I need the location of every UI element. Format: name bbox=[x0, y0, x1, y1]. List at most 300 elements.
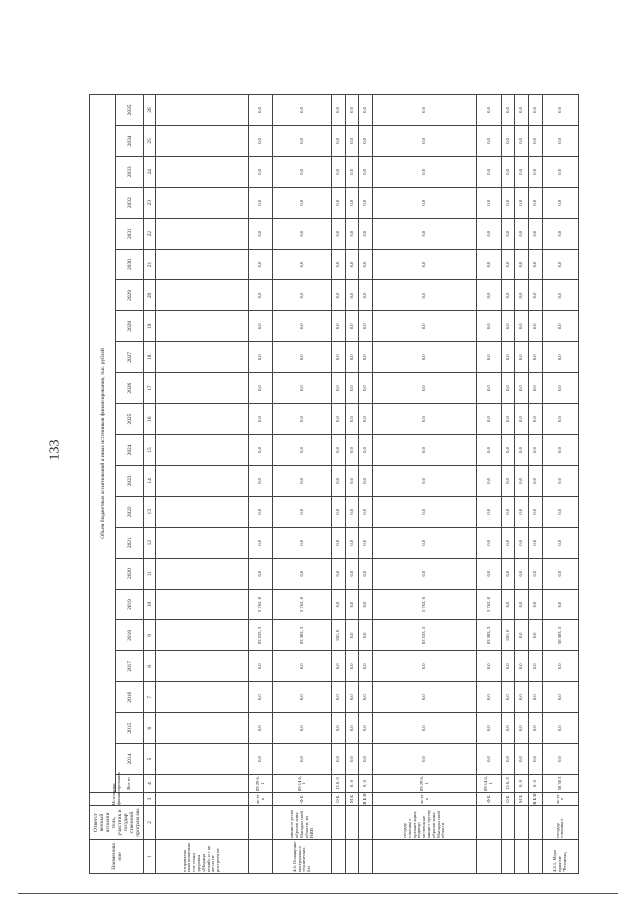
row-value-2018: 0,0 bbox=[515, 620, 529, 651]
row-total: 89 14 6, 1 bbox=[273, 775, 332, 793]
row-value-2030: 0,0 bbox=[273, 249, 332, 280]
row-value-2031 bbox=[156, 218, 249, 249]
row-value-2019: 5 762, 8 bbox=[476, 589, 501, 620]
row-name: 4.6.1. Меро приятие "Реализац bbox=[542, 840, 578, 874]
row-name: 4.6. Оснащение материальн о технических баз bbox=[273, 840, 332, 874]
row-value-2015: 0,0 bbox=[501, 713, 515, 744]
row-value-2019: 5 762, 8 bbox=[248, 589, 273, 620]
row-total bbox=[156, 775, 249, 793]
row-value-2028: 0,0 bbox=[476, 311, 501, 342]
row-value-2023: 0,0 bbox=[373, 465, 477, 496]
row-responsible bbox=[476, 806, 501, 840]
row-source: О Б bbox=[332, 793, 346, 806]
row-value-2022: 0,0 bbox=[515, 496, 529, 527]
row-value-2030: 0,0 bbox=[542, 249, 578, 280]
row-responsible: государ ственны е bbox=[542, 806, 578, 840]
row-value-2035: 0,0 bbox=[248, 95, 273, 126]
row-value-2034: 0,0 bbox=[515, 125, 529, 156]
header-year-2031: 2031 bbox=[116, 218, 144, 249]
row-value-2032: 0,0 bbox=[332, 187, 346, 218]
row-value-2024: 0,0 bbox=[515, 435, 529, 466]
header-source: Источники финансирования bbox=[90, 793, 144, 806]
row-value-2017: 0,0 bbox=[359, 651, 373, 682]
table-row bbox=[156, 95, 249, 874]
row-value-2028: 0,0 bbox=[359, 311, 373, 342]
row-responsible bbox=[501, 806, 515, 840]
row-value-2024: 0,0 bbox=[345, 435, 359, 466]
row-value-2019: 0,0 bbox=[345, 589, 359, 620]
row-value-2032: 0,0 bbox=[273, 187, 332, 218]
header-year-2029: 2029 bbox=[116, 280, 144, 311]
col-number-3: 3 bbox=[144, 793, 156, 806]
row-value-2033: 0,0 bbox=[248, 156, 273, 187]
row-value-2025: 0,0 bbox=[515, 404, 529, 435]
col-number-6: 6 bbox=[144, 713, 156, 744]
row-value-2023: 0,0 bbox=[345, 465, 359, 496]
col-number-26: 26 bbox=[144, 95, 156, 126]
row-value-2023: 0,0 bbox=[248, 465, 273, 496]
row-value-2029: 0,0 bbox=[501, 280, 515, 311]
row-value-2033: 0,0 bbox=[359, 156, 373, 187]
row-value-2030: 0,0 bbox=[345, 249, 359, 280]
row-value-2015 bbox=[156, 713, 249, 744]
header-year-2025: 2025 bbox=[116, 404, 144, 435]
row-value-2022: 0,0 bbox=[373, 496, 477, 527]
row-value-2026: 0,0 bbox=[359, 373, 373, 404]
row-value-2030: 0,0 bbox=[476, 249, 501, 280]
row-value-2026: 0,0 bbox=[345, 373, 359, 404]
row-value-2034 bbox=[156, 125, 249, 156]
row-value-2018 bbox=[156, 620, 249, 651]
col-number-4: 4 bbox=[144, 775, 156, 793]
row-value-2032: 0,0 bbox=[359, 187, 373, 218]
table-row bbox=[529, 95, 543, 874]
row-value-2025: 0,0 bbox=[501, 404, 515, 435]
row-value-2032 bbox=[156, 187, 249, 218]
col-number-7: 7 bbox=[144, 682, 156, 713]
row-value-2027: 0,0 bbox=[359, 342, 373, 373]
row-value-2031: 0,0 bbox=[373, 218, 477, 249]
row-value-2019: 0,0 bbox=[529, 589, 543, 620]
row-value-2033: 0,0 bbox=[373, 156, 477, 187]
row-source: В Б И bbox=[359, 793, 373, 806]
row-value-2026: 0,0 bbox=[515, 373, 529, 404]
row-value-2028: 0,0 bbox=[529, 311, 543, 342]
row-value-2026: 0,0 bbox=[501, 373, 515, 404]
col-number-13: 13 bbox=[144, 496, 156, 527]
col-number-19: 19 bbox=[144, 311, 156, 342]
row-value-2031: 0,0 bbox=[542, 218, 578, 249]
row-value-2029 bbox=[156, 280, 249, 311]
row-value-2023: 0,0 bbox=[515, 465, 529, 496]
row-value-2017: 0,0 bbox=[542, 651, 578, 682]
row-value-2030: 0,0 bbox=[332, 249, 346, 280]
row-source: вс ег о bbox=[542, 793, 578, 806]
row-value-2021: 0,0 bbox=[332, 527, 346, 558]
row-source: М Б bbox=[515, 793, 529, 806]
table-row bbox=[373, 95, 477, 874]
col-number-21: 21 bbox=[144, 249, 156, 280]
row-value-2025: 0,0 bbox=[373, 404, 477, 435]
row-responsible bbox=[332, 806, 346, 840]
row-responsible bbox=[359, 806, 373, 840]
row-responsible bbox=[345, 806, 359, 840]
header-year-2032: 2032 bbox=[116, 187, 144, 218]
header-year-2028: 2028 bbox=[116, 311, 144, 342]
row-value-2024: 0,0 bbox=[273, 435, 332, 466]
row-value-2016: 0,0 bbox=[359, 682, 373, 713]
row-value-2018: 150, 0 bbox=[501, 620, 515, 651]
row-value-2023 bbox=[156, 465, 249, 496]
row-total: 15 0, 0 bbox=[332, 775, 346, 793]
row-source: Ф Б bbox=[476, 793, 501, 806]
row-value-2017: 0,0 bbox=[529, 651, 543, 682]
row-value-2025: 0,0 bbox=[273, 404, 332, 435]
row-value-2014: 0,0 bbox=[273, 744, 332, 775]
row-value-2028: 0,0 bbox=[273, 311, 332, 342]
row-value-2031: 0,0 bbox=[501, 218, 515, 249]
row-value-2024: 0,0 bbox=[476, 435, 501, 466]
row-total: 89 29 6, 1 bbox=[248, 775, 273, 793]
row-value-2025: 0,0 bbox=[345, 404, 359, 435]
row-value-2018: 0,0 bbox=[529, 620, 543, 651]
row-responsible bbox=[515, 806, 529, 840]
row-value-2035: 0,0 bbox=[359, 95, 373, 126]
row-value-2014: 0,0 bbox=[529, 744, 543, 775]
row-value-2032: 0,0 bbox=[501, 187, 515, 218]
row-value-2032: 0,0 bbox=[529, 187, 543, 218]
row-name bbox=[332, 840, 346, 874]
row-value-2035 bbox=[156, 95, 249, 126]
row-value-2020: 0,0 bbox=[476, 558, 501, 589]
row-value-2017: 0,0 bbox=[273, 651, 332, 682]
row-value-2022: 0,0 bbox=[542, 496, 578, 527]
row-value-2029: 0,0 bbox=[542, 280, 578, 311]
row-total: 15 0, 0 bbox=[501, 775, 515, 793]
row-value-2027: 0,0 bbox=[515, 342, 529, 373]
row-value-2026 bbox=[156, 373, 249, 404]
row-value-2029: 0,0 bbox=[273, 280, 332, 311]
row-value-2029: 0,0 bbox=[359, 280, 373, 311]
row-value-2021: 0,0 bbox=[515, 527, 529, 558]
row-value-2020: 0,0 bbox=[529, 558, 543, 589]
row-value-2020: 0,0 bbox=[373, 558, 477, 589]
row-value-2034: 0,0 bbox=[373, 125, 477, 156]
row-value-2016: 0,0 bbox=[529, 682, 543, 713]
row-value-2019: 5 762, 8 bbox=[373, 589, 477, 620]
row-value-2022: 0,0 bbox=[248, 496, 273, 527]
row-value-2027: 0,0 bbox=[345, 342, 359, 373]
row-value-2016: 0,0 bbox=[273, 682, 332, 713]
row-name bbox=[248, 840, 273, 874]
header-year-2020: 2020 bbox=[116, 558, 144, 589]
row-value-2018: 83 533, 3 bbox=[248, 620, 273, 651]
row-name bbox=[373, 840, 477, 874]
row-value-2035: 0,0 bbox=[529, 95, 543, 126]
table-row bbox=[345, 95, 359, 874]
row-value-2017: 0,0 bbox=[248, 651, 273, 682]
row-value-2025: 0,0 bbox=[359, 404, 373, 435]
row-value-2024: 0,0 bbox=[332, 435, 346, 466]
row-value-2023: 0,0 bbox=[332, 465, 346, 496]
row-value-2023: 0,0 bbox=[273, 465, 332, 496]
row-value-2016: 0,0 bbox=[345, 682, 359, 713]
header-name: Наименова ние bbox=[90, 840, 144, 874]
row-value-2027: 0,0 bbox=[501, 342, 515, 373]
row-value-2018: 83 383, 3 bbox=[273, 620, 332, 651]
row-value-2033: 0,0 bbox=[515, 156, 529, 187]
row-name bbox=[501, 840, 515, 874]
header-year-2027: 2027 bbox=[116, 342, 144, 373]
row-value-2034: 0,0 bbox=[501, 125, 515, 156]
header-responsible: Ответст венный исполни тель, участник и государ ственной програм мы bbox=[90, 806, 144, 840]
row-value-2016: 0,0 bbox=[248, 682, 273, 713]
col-number-5: 5 bbox=[144, 744, 156, 775]
col-number-18: 18 bbox=[144, 342, 156, 373]
row-value-2033: 0,0 bbox=[476, 156, 501, 187]
row-value-2014: 0,0 bbox=[515, 744, 529, 775]
row-value-2034: 0,0 bbox=[542, 125, 578, 156]
header-total: Все го bbox=[116, 775, 144, 793]
row-value-2022: 0,0 bbox=[273, 496, 332, 527]
row-value-2024: 0,0 bbox=[529, 435, 543, 466]
header-year-2033: 2033 bbox=[116, 156, 144, 187]
row-responsible: министе рство образов ания Магадан ской области, их НИИ bbox=[273, 806, 332, 840]
row-value-2016: 0,0 bbox=[476, 682, 501, 713]
header-year-2021: 2021 bbox=[116, 527, 144, 558]
row-value-2031: 0,0 bbox=[273, 218, 332, 249]
row-name bbox=[476, 840, 501, 874]
row-value-2021 bbox=[156, 527, 249, 558]
row-value-2020: 0,0 bbox=[542, 558, 578, 589]
row-value-2017 bbox=[156, 651, 249, 682]
row-value-2027 bbox=[156, 342, 249, 373]
row-value-2021: 0,0 bbox=[248, 527, 273, 558]
row-value-2027: 0,0 bbox=[248, 342, 273, 373]
row-value-2018: 83 533, 3 bbox=[373, 620, 477, 651]
header-year-2014: 2014 bbox=[116, 744, 144, 775]
row-value-2024: 0,0 bbox=[248, 435, 273, 466]
row-value-2018: 0,0 bbox=[359, 620, 373, 651]
row-value-2019: 5 762, 8 bbox=[273, 589, 332, 620]
row-value-2030: 0,0 bbox=[373, 249, 477, 280]
row-value-2030 bbox=[156, 249, 249, 280]
header-year-2026: 2026 bbox=[116, 373, 144, 404]
row-source: М Б bbox=[345, 793, 359, 806]
row-value-2016 bbox=[156, 682, 249, 713]
row-value-2019 bbox=[156, 589, 249, 620]
row-value-2019: 0,0 bbox=[515, 589, 529, 620]
row-responsible: государ ственны е организ ации, подведо мственн ые минист ерству образов ания Магадан ской области bbox=[373, 806, 477, 840]
row-value-2035: 0,0 bbox=[476, 95, 501, 126]
row-value-2022: 0,0 bbox=[529, 496, 543, 527]
row-value-2025 bbox=[156, 404, 249, 435]
row-value-2022: 0,0 bbox=[345, 496, 359, 527]
row-value-2026: 0,0 bbox=[248, 373, 273, 404]
row-value-2020: 0,0 bbox=[345, 558, 359, 589]
row-value-2035: 0,0 bbox=[273, 95, 332, 126]
col-number-8: 8 bbox=[144, 651, 156, 682]
row-value-2020: 0,0 bbox=[501, 558, 515, 589]
row-value-2023: 0,0 bbox=[476, 465, 501, 496]
row-name bbox=[515, 840, 529, 874]
col-number-12: 12 bbox=[144, 527, 156, 558]
table-row bbox=[515, 95, 529, 874]
row-value-2014: 0,0 bbox=[248, 744, 273, 775]
header-span-title: Объем бюджетных ассигнований и иных источников финансирования, тыс. рублей bbox=[90, 95, 116, 793]
row-value-2018: 0,0 bbox=[345, 620, 359, 651]
row-value-2027: 0,0 bbox=[332, 342, 346, 373]
row-value-2033: 0,0 bbox=[529, 156, 543, 187]
budget-table-rotated bbox=[89, 94, 579, 874]
row-value-2020 bbox=[156, 558, 249, 589]
row-value-2017: 0,0 bbox=[345, 651, 359, 682]
row-value-2017: 0,0 bbox=[501, 651, 515, 682]
col-number-10: 10 bbox=[144, 589, 156, 620]
row-value-2014: 0,0 bbox=[476, 744, 501, 775]
row-value-2023: 0,0 bbox=[359, 465, 373, 496]
row-value-2035: 0,0 bbox=[501, 95, 515, 126]
row-value-2018: 150, 0 bbox=[332, 620, 346, 651]
row-value-2020: 0,0 bbox=[359, 558, 373, 589]
row-value-2021: 0,0 bbox=[501, 527, 515, 558]
row-value-2015: 0,0 bbox=[248, 713, 273, 744]
row-value-2024: 0,0 bbox=[542, 435, 578, 466]
row-source bbox=[156, 793, 249, 806]
row-value-2017: 0,0 bbox=[373, 651, 477, 682]
row-value-2031: 0,0 bbox=[345, 218, 359, 249]
row-value-2024: 0,0 bbox=[501, 435, 515, 466]
row-value-2025: 0,0 bbox=[529, 404, 543, 435]
row-value-2034: 0,0 bbox=[529, 125, 543, 156]
row-value-2027: 0,0 bbox=[273, 342, 332, 373]
row-value-2032: 0,0 bbox=[248, 187, 273, 218]
row-total: 0, 0 bbox=[345, 775, 359, 793]
row-total: 0, 0 bbox=[515, 775, 529, 793]
row-value-2032: 0,0 bbox=[515, 187, 529, 218]
row-value-2033: 0,0 bbox=[501, 156, 515, 187]
header-year-2023: 2023 bbox=[116, 465, 144, 496]
page-number: 133 bbox=[47, 439, 62, 461]
row-value-2030: 0,0 bbox=[529, 249, 543, 280]
col-number-17: 17 bbox=[144, 373, 156, 404]
row-value-2035: 0,0 bbox=[515, 95, 529, 126]
row-value-2019: 0,0 bbox=[359, 589, 373, 620]
row-value-2020: 0,0 bbox=[515, 558, 529, 589]
header-year-2017: 2017 bbox=[116, 651, 144, 682]
row-value-2032: 0,0 bbox=[345, 187, 359, 218]
table-row bbox=[501, 95, 515, 874]
col-number-14: 14 bbox=[144, 465, 156, 496]
row-value-2029: 0,0 bbox=[332, 280, 346, 311]
row-value-2021: 0,0 bbox=[542, 527, 578, 558]
row-value-2026: 0,0 bbox=[476, 373, 501, 404]
row-value-2024 bbox=[156, 435, 249, 466]
row-responsible bbox=[248, 806, 273, 840]
col-number-1: 1 bbox=[144, 840, 156, 874]
header-year-2022: 2022 bbox=[116, 496, 144, 527]
row-value-2030: 0,0 bbox=[248, 249, 273, 280]
row-value-2025: 0,0 bbox=[332, 404, 346, 435]
row-value-2028: 0,0 bbox=[248, 311, 273, 342]
row-value-2028 bbox=[156, 311, 249, 342]
row-value-2022: 0,0 bbox=[359, 496, 373, 527]
row-source: Ф Б bbox=[273, 793, 332, 806]
row-source: вс ег о bbox=[373, 793, 477, 806]
row-value-2021: 0,0 bbox=[359, 527, 373, 558]
table-row bbox=[273, 95, 332, 874]
row-value-2030: 0,0 bbox=[359, 249, 373, 280]
row-source: О Б bbox=[501, 793, 515, 806]
row-value-2029: 0,0 bbox=[373, 280, 477, 311]
row-value-2015: 0,0 bbox=[373, 713, 477, 744]
row-value-2015: 0,0 bbox=[345, 713, 359, 744]
row-value-2015: 0,0 bbox=[515, 713, 529, 744]
header-year-2018: 2018 bbox=[116, 620, 144, 651]
row-value-2034: 0,0 bbox=[476, 125, 501, 156]
row-value-2026: 0,0 bbox=[373, 373, 477, 404]
row-value-2035: 0,0 bbox=[542, 95, 578, 126]
row-source: В Б И bbox=[529, 793, 543, 806]
col-number-16: 16 bbox=[144, 404, 156, 435]
row-value-2030: 0,0 bbox=[515, 249, 529, 280]
row-value-2015: 0,0 bbox=[359, 713, 373, 744]
row-name: отправлена ения возможно сти техни здоровья «Медици нский» и т ак же их пе ристроен ие bbox=[156, 840, 249, 874]
row-value-2019: 0,0 bbox=[542, 589, 578, 620]
row-value-2023: 0,0 bbox=[542, 465, 578, 496]
row-value-2026: 0,0 bbox=[273, 373, 332, 404]
row-value-2028: 0,0 bbox=[332, 311, 346, 342]
row-value-2022: 0,0 bbox=[501, 496, 515, 527]
row-name bbox=[345, 840, 359, 874]
row-value-2026: 0,0 bbox=[529, 373, 543, 404]
row-value-2030: 0,0 bbox=[501, 249, 515, 280]
row-value-2014: 0,0 bbox=[345, 744, 359, 775]
col-number-20: 20 bbox=[144, 280, 156, 311]
row-value-2019: 0,0 bbox=[332, 589, 346, 620]
row-value-2017: 0,0 bbox=[476, 651, 501, 682]
row-value-2015: 0,0 bbox=[332, 713, 346, 744]
row-value-2026: 0,0 bbox=[542, 373, 578, 404]
row-value-2028: 0,0 bbox=[542, 311, 578, 342]
col-number-22: 22 bbox=[144, 218, 156, 249]
row-value-2029: 0,0 bbox=[515, 280, 529, 311]
row-value-2034: 0,0 bbox=[345, 125, 359, 156]
row-value-2028: 0,0 bbox=[345, 311, 359, 342]
col-number-15: 15 bbox=[144, 435, 156, 466]
row-value-2033: 0,0 bbox=[273, 156, 332, 187]
row-value-2017: 0,0 bbox=[332, 651, 346, 682]
row-value-2014 bbox=[156, 744, 249, 775]
row-value-2015: 0,0 bbox=[542, 713, 578, 744]
header-row-col-numbers bbox=[144, 95, 156, 874]
header-year-2015: 2015 bbox=[116, 713, 144, 744]
row-value-2028: 0,0 bbox=[373, 311, 477, 342]
row-source: вс ег о bbox=[248, 793, 273, 806]
header-year-2034: 2034 bbox=[116, 125, 144, 156]
row-value-2024: 0,0 bbox=[359, 435, 373, 466]
header-row-years bbox=[116, 95, 144, 874]
table-row bbox=[359, 95, 373, 874]
row-value-2031: 0,0 bbox=[515, 218, 529, 249]
row-value-2019: 0,0 bbox=[501, 589, 515, 620]
row-value-2032: 0,0 bbox=[373, 187, 477, 218]
row-name bbox=[529, 840, 543, 874]
row-value-2031: 0,0 bbox=[248, 218, 273, 249]
col-number-9: 9 bbox=[144, 620, 156, 651]
table-row bbox=[542, 95, 578, 874]
row-value-2035: 0,0 bbox=[345, 95, 359, 126]
